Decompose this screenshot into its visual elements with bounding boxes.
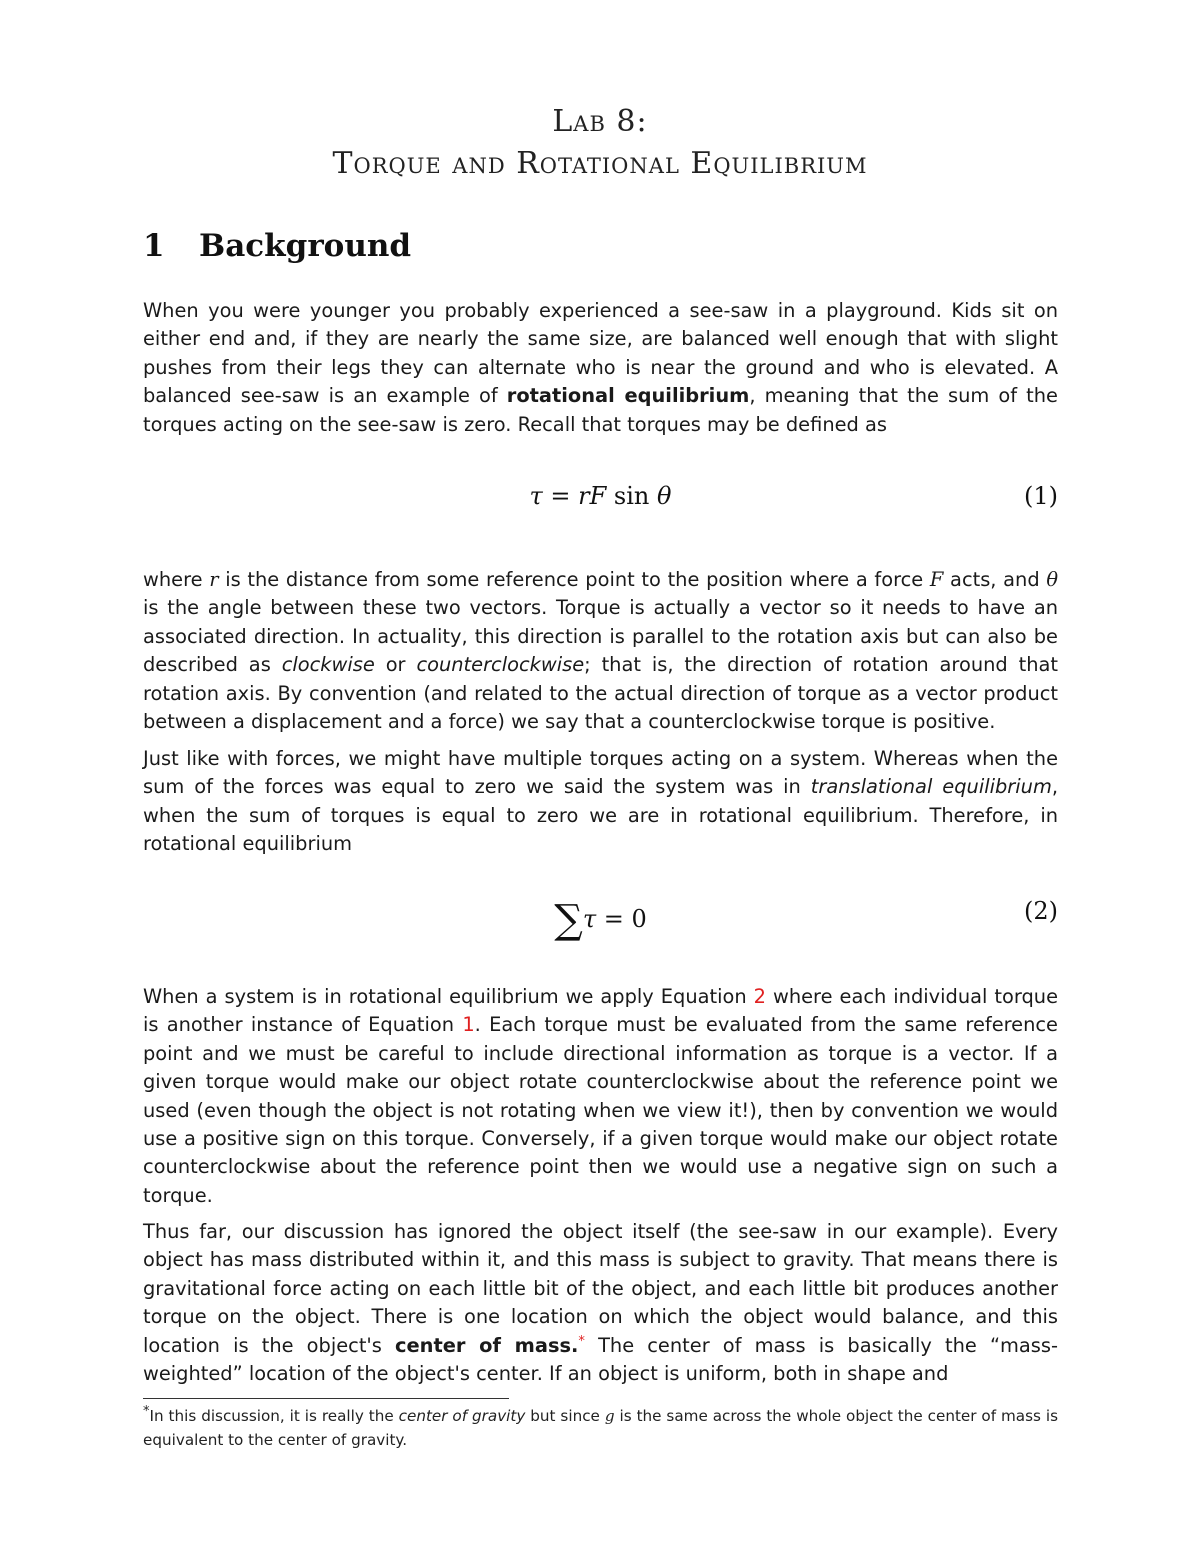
footnote-marker-link[interactable]: * [578,1333,585,1349]
footnote-marker: * [143,1404,150,1419]
section-number: 1 [143,228,165,264]
equation-2-link[interactable]: 2 [753,985,766,1008]
lab-title: Torque and Rotational Equilibrium [332,146,868,181]
paragraph-torque-definition: where r is the distance from some reference point to the position where a force F acts, and θ is the angle between these two vectors. Torque is actually a vector so it needs to have an associated direction. In actuality, this direction is parallel to the rotation axis but can also be described as clockwise or counterclockwise; that is, the direction of rotation around that rotation axis. By convention (and related to the actual direction of torque as a vector product between a displacement and a force) we say that a counterclockwise torque is positive. [143,568,1059,734]
section-title: Background [199,228,412,264]
paragraph-intro: When you were younger you probably experienced a see-saw in a playground. Kids sit on either end and, if they are nearly the same size, are balanced well enough that with slight pushes from their legs they can alternate who is near the ground and who is elevated. A balanced see-saw is an example of rotational equilibrium, meaning that the sum of the torques acting on the see-saw is zero. Recall that torques may be defined as [143,299,1058,436]
equation-1 [143,482,1058,526]
equation-2-number: (2) [1024,897,1058,925]
equation-2-body: ∑τ = 0 [554,897,647,943]
paragraph-multiple-torques: Just like with forces, we might have multiple torques acting on a system. Whereas when the sum of the forces was equal to zero we said the system was in translational equilibrium, when the sum of torques is equal to zero we are in rotational equilibrium. Therefore, in rotational equilibrium [143,747,1059,856]
equation-1-body: τ = rF sin θ [529,482,672,510]
section-heading [143,228,411,264]
equation-1-link[interactable]: 1 [462,1013,475,1037]
footnote-divider [143,1398,509,1399]
paragraph-center-of-mass: Thus far, our discussion has ignored the object itself (the see-saw in our example). Every object has mass distributed within it, and this mass is subject to gravity. That means there is gravitational force acting on each little bit of the object, and each little bit produces another torque on the object. There is one location on which the object would balance, and this location is the object's center of mass.* The center of mass is basically the “mass-weighted” location of the object's center. If an object is uniform, both in shape and [143,1220,1059,1386]
footnote: *In this discussion, it is really the center of gravity but since g is the same across the whole object the center of mass is equivalent to the center of gravity. [143,1404,1058,1449]
term-rotational-equilibrium: rotational equilibrium [506,384,750,408]
equation-1-number: (1) [1024,482,1058,510]
equation-2 [143,897,1058,941]
term-center-of-mass: center of mass. [395,1333,579,1357]
lab-number-title: Lab 8: [552,104,648,139]
paragraph-apply-equation: When a system is in rotational equilibrium we apply Equation 2 where each individual torque is another instance of Equation 1. Each torque must be evaluated from the same reference point and we must be careful to include directional information as torque is a vector. If a given torque would make our object rotate counterclockwise about the reference point we used (even though the object is not rotating when we view it!), then by convention we would use a positive sign on this torque. Conversely, if a given torque would make our object rotate counterclockwise about the reference point then we would use a negative sign on such a torque. [143,985,1059,1207]
